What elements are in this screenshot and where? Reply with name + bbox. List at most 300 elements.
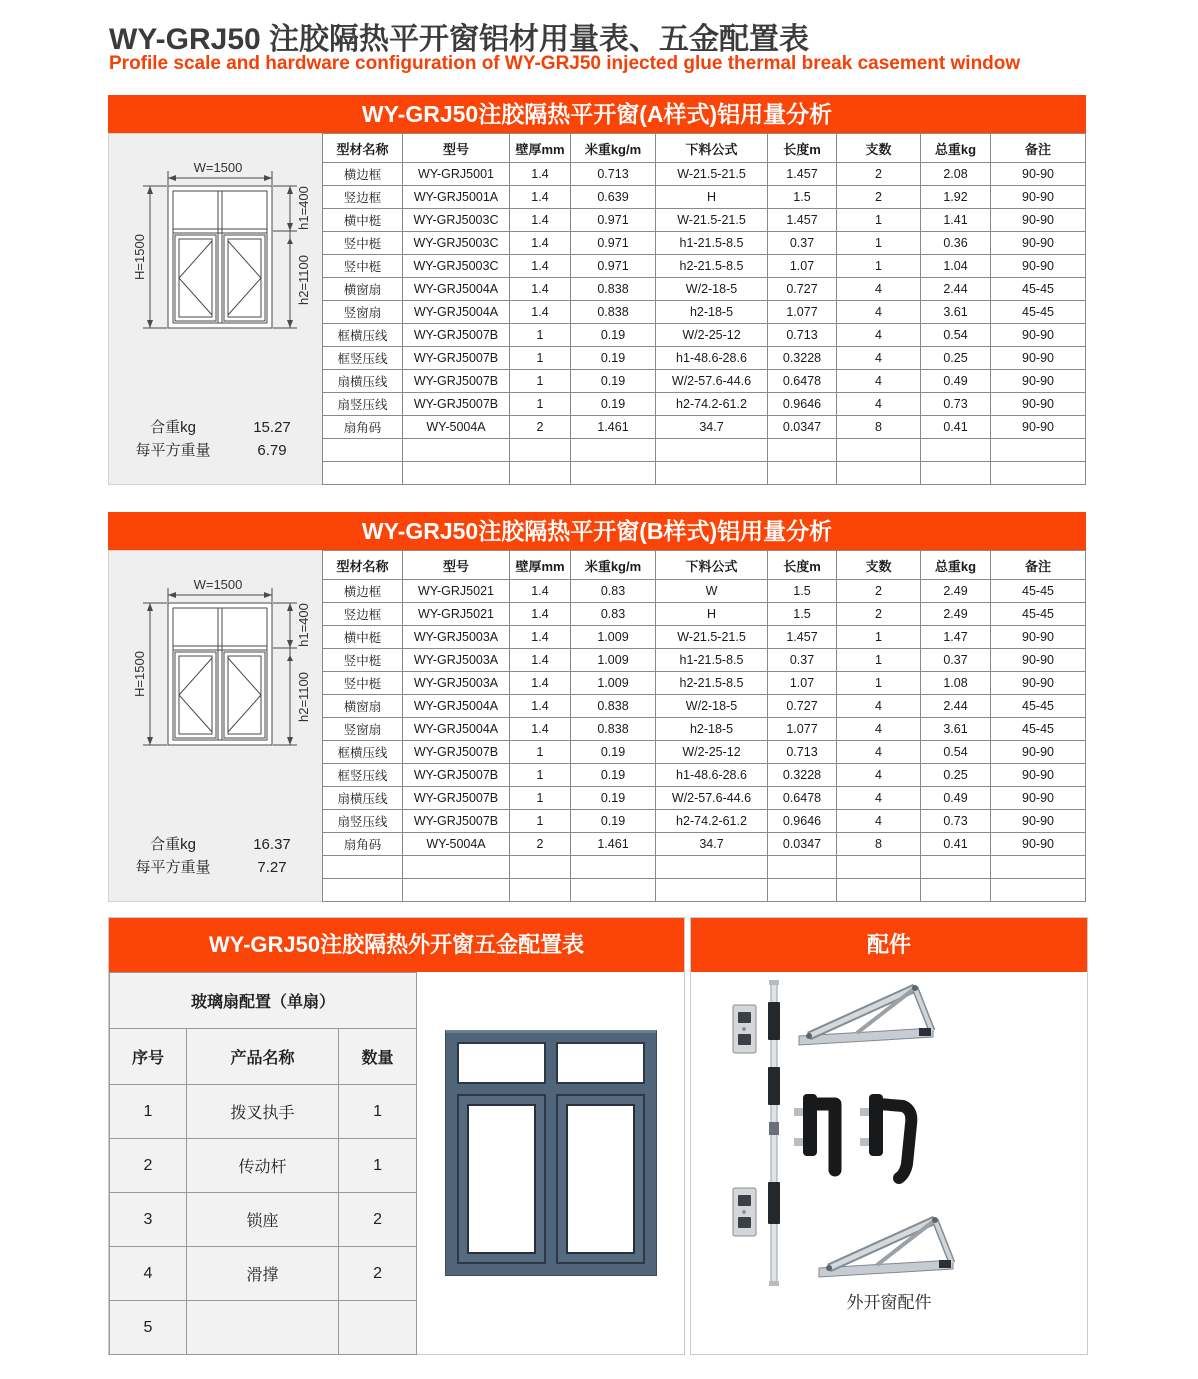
window-diagram-pane-a bbox=[108, 133, 322, 485]
table-cell bbox=[768, 439, 837, 462]
table-cell: 框竖压线 bbox=[323, 347, 403, 370]
table-cell: 横中梃 bbox=[323, 626, 403, 649]
window-diagram-a bbox=[109, 134, 322, 414]
table-row bbox=[323, 672, 1086, 695]
table-cell: 1 bbox=[510, 347, 571, 370]
table-cell: 拨叉执手 bbox=[187, 1085, 339, 1139]
table-cell: 4 bbox=[837, 787, 921, 810]
table-cell: 1.457 bbox=[768, 626, 837, 649]
table-cell: 2 bbox=[837, 186, 921, 209]
window-diagram-pane-b bbox=[108, 550, 322, 902]
table-row bbox=[323, 393, 1086, 416]
table-cell: 4 bbox=[837, 764, 921, 787]
table-cell: 1.461 bbox=[571, 833, 656, 856]
table-cell: 2.08 bbox=[921, 163, 991, 186]
column-header: 数量 bbox=[339, 1029, 417, 1085]
table-cell: 90-90 bbox=[991, 347, 1086, 370]
table-cell: WY-GRJ5003A bbox=[403, 672, 510, 695]
table-cell: 0.54 bbox=[921, 741, 991, 764]
table-cell: 竖中梃 bbox=[323, 255, 403, 278]
table-cell: 0.19 bbox=[571, 347, 656, 370]
section-b-header: WY-GRJ50注胶隔热平开窗(B样式)铝用量分析 bbox=[108, 512, 1086, 550]
table-cell: WY-GRJ5007B bbox=[403, 393, 510, 416]
table-cell: 2.44 bbox=[921, 695, 991, 718]
table-cell: 0.3228 bbox=[768, 764, 837, 787]
table-cell: 0.838 bbox=[571, 278, 656, 301]
table-cell: 扇横压线 bbox=[323, 787, 403, 810]
table-row bbox=[323, 324, 1086, 347]
table-cell: 90-90 bbox=[991, 163, 1086, 186]
hardware-subheader: 玻璃扇配置（单扇） bbox=[110, 973, 417, 1029]
table-cell: 竖边框 bbox=[323, 603, 403, 626]
table-cell: 1.4 bbox=[510, 672, 571, 695]
table-row bbox=[323, 856, 1086, 879]
table-cell: WY-GRJ5003A bbox=[403, 626, 510, 649]
table-cell: 1.4 bbox=[510, 186, 571, 209]
table-header-row bbox=[323, 551, 1086, 580]
table-cell: 0.727 bbox=[768, 695, 837, 718]
table-cell: 45-45 bbox=[991, 603, 1086, 626]
table-cell: WY-GRJ5003C bbox=[403, 255, 510, 278]
table-cell: 90-90 bbox=[991, 393, 1086, 416]
table-cell: 0.727 bbox=[768, 278, 837, 301]
table-cell: 1 bbox=[837, 649, 921, 672]
table-cell: h2-18-5 bbox=[656, 301, 768, 324]
column-header: 米重kg/m bbox=[571, 551, 656, 580]
table-cell bbox=[403, 462, 510, 485]
window-diagram-b bbox=[109, 551, 322, 831]
dim-width-label: W=1500 bbox=[193, 577, 243, 592]
window-photo-area bbox=[417, 972, 684, 1354]
table-cell bbox=[571, 462, 656, 485]
table-row bbox=[323, 347, 1086, 370]
table-cell: 1.077 bbox=[768, 718, 837, 741]
table-cell bbox=[921, 462, 991, 485]
table-cell: 0.0347 bbox=[768, 416, 837, 439]
table-cell bbox=[323, 462, 403, 485]
lock-keeper-icon bbox=[733, 1005, 756, 1053]
table-cell: 90-90 bbox=[991, 324, 1086, 347]
table-cell: 2.44 bbox=[921, 278, 991, 301]
table-cell: h1-48.6-28.6 bbox=[656, 764, 768, 787]
table-cell: 1.92 bbox=[921, 186, 991, 209]
table-cell: 1 bbox=[510, 810, 571, 833]
table-cell: 1.4 bbox=[510, 626, 571, 649]
table-cell: WY-GRJ5021 bbox=[403, 580, 510, 603]
table-cell: 0.6478 bbox=[768, 787, 837, 810]
table-cell: 0.19 bbox=[571, 787, 656, 810]
table-cell: 2 bbox=[837, 163, 921, 186]
table-row bbox=[323, 810, 1086, 833]
table-cell: 45-45 bbox=[991, 580, 1086, 603]
profile-table-a bbox=[322, 133, 1086, 485]
table-cell: 0.838 bbox=[571, 695, 656, 718]
table-cell: 1.4 bbox=[510, 649, 571, 672]
table-cell bbox=[403, 879, 510, 902]
table-cell: 扇角码 bbox=[323, 833, 403, 856]
table-cell: 90-90 bbox=[991, 209, 1086, 232]
table-row bbox=[323, 649, 1086, 672]
column-header: 序号 bbox=[110, 1029, 187, 1085]
table-cell: 0.54 bbox=[921, 324, 991, 347]
table-cell: 1 bbox=[510, 764, 571, 787]
table-cell: 0.37 bbox=[921, 649, 991, 672]
table-cell: 2 bbox=[339, 1193, 417, 1247]
table-cell: h2-21.5-8.5 bbox=[656, 255, 768, 278]
table-cell: 45-45 bbox=[991, 278, 1086, 301]
casement-window-photo bbox=[445, 1030, 657, 1276]
table-cell: 1 bbox=[339, 1085, 417, 1139]
window-sash-pane bbox=[457, 1094, 546, 1264]
table-cell: 1 bbox=[837, 209, 921, 232]
table-cell: 竖中梃 bbox=[323, 672, 403, 695]
table-cell: h2-74.2-61.2 bbox=[656, 810, 768, 833]
table-cell: 90-90 bbox=[991, 833, 1086, 856]
table-cell: 4 bbox=[110, 1247, 187, 1301]
table-cell: 34.7 bbox=[656, 416, 768, 439]
table-cell bbox=[768, 462, 837, 485]
table-cell: 横窗扇 bbox=[323, 278, 403, 301]
table-cell: W-21.5-21.5 bbox=[656, 163, 768, 186]
table-row bbox=[323, 603, 1086, 626]
table-cell: h2-18-5 bbox=[656, 718, 768, 741]
column-header: 壁厚mm bbox=[510, 551, 571, 580]
table-cell: 0.713 bbox=[571, 163, 656, 186]
table-cell: WY-5004A bbox=[403, 833, 510, 856]
table-cell bbox=[837, 462, 921, 485]
per-sqm-value: 6.79 bbox=[257, 442, 287, 459]
table-row bbox=[110, 1193, 417, 1247]
table-cell: 4 bbox=[837, 301, 921, 324]
column-header: 型材名称 bbox=[323, 134, 403, 163]
table-cell: 90-90 bbox=[991, 255, 1086, 278]
table-cell: WY-GRJ5021 bbox=[403, 603, 510, 626]
table-cell: 2.49 bbox=[921, 603, 991, 626]
table-cell bbox=[656, 439, 768, 462]
dim-height-label: H=1500 bbox=[132, 651, 147, 697]
table-cell: 2.49 bbox=[921, 580, 991, 603]
table-row bbox=[323, 209, 1086, 232]
table-cell: 1 bbox=[837, 626, 921, 649]
table-cell: WY-GRJ5007B bbox=[403, 370, 510, 393]
table-cell: 0.49 bbox=[921, 787, 991, 810]
table-cell: 框横压线 bbox=[323, 324, 403, 347]
table-cell: H bbox=[656, 603, 768, 626]
table-cell bbox=[510, 439, 571, 462]
table-cell: 1 bbox=[510, 787, 571, 810]
table-cell bbox=[323, 439, 403, 462]
table-cell bbox=[510, 879, 571, 902]
table-cell: WY-GRJ5007B bbox=[403, 810, 510, 833]
table-cell bbox=[510, 856, 571, 879]
table-cell: 90-90 bbox=[991, 741, 1086, 764]
table-cell: 0.41 bbox=[921, 416, 991, 439]
table-cell: 0.9646 bbox=[768, 393, 837, 416]
table-cell: h1-48.6-28.6 bbox=[656, 347, 768, 370]
table-row bbox=[110, 1085, 417, 1139]
table-cell: 90-90 bbox=[991, 764, 1086, 787]
table-cell: WY-GRJ5007B bbox=[403, 347, 510, 370]
table-cell: 0.83 bbox=[571, 603, 656, 626]
table-cell: 1.4 bbox=[510, 718, 571, 741]
table-cell: 0.713 bbox=[768, 741, 837, 764]
table-cell: 1.009 bbox=[571, 672, 656, 695]
section-style-a bbox=[108, 95, 1086, 485]
table-cell: 1.4 bbox=[510, 301, 571, 324]
table-cell: 0.19 bbox=[571, 764, 656, 787]
table-cell: 1.4 bbox=[510, 695, 571, 718]
table-cell: h2-74.2-61.2 bbox=[656, 393, 768, 416]
table-cell bbox=[323, 879, 403, 902]
table-cell: 4 bbox=[837, 718, 921, 741]
table-cell: 横中梃 bbox=[323, 209, 403, 232]
table-cell: 1 bbox=[510, 370, 571, 393]
table-cell bbox=[403, 439, 510, 462]
table-cell: 1.41 bbox=[921, 209, 991, 232]
page-title: WY-GRJ50 注胶隔热平开窗铝材用量表、五金配置表 bbox=[109, 23, 810, 56]
table-cell: 4 bbox=[837, 278, 921, 301]
table-cell: 1.07 bbox=[768, 672, 837, 695]
table-row bbox=[110, 1247, 417, 1301]
table-cell: 1.4 bbox=[510, 255, 571, 278]
table-cell: 2 bbox=[510, 833, 571, 856]
table-row bbox=[323, 787, 1086, 810]
table-cell: 竖窗扇 bbox=[323, 718, 403, 741]
table-row bbox=[323, 462, 1086, 485]
table-row bbox=[323, 741, 1086, 764]
table-cell: 0.838 bbox=[571, 301, 656, 324]
table-cell: 1.4 bbox=[510, 580, 571, 603]
table-cell: 4 bbox=[837, 695, 921, 718]
table-cell: 0.19 bbox=[571, 393, 656, 416]
table-row bbox=[323, 186, 1086, 209]
table-row bbox=[323, 278, 1086, 301]
table-cell: 扇角码 bbox=[323, 416, 403, 439]
accessories-body bbox=[691, 972, 1087, 1354]
table-cell: 45-45 bbox=[991, 718, 1086, 741]
table-cell: WY-GRJ5004A bbox=[403, 718, 510, 741]
table-row bbox=[323, 232, 1086, 255]
table-cell: 0.73 bbox=[921, 810, 991, 833]
table-cell bbox=[991, 879, 1086, 902]
table-cell: 1.5 bbox=[768, 580, 837, 603]
table-cell bbox=[571, 879, 656, 902]
table-cell bbox=[571, 856, 656, 879]
table-row bbox=[323, 764, 1086, 787]
dim-height-label: H=1500 bbox=[132, 234, 147, 280]
table-cell: W/2-18-5 bbox=[656, 695, 768, 718]
table-cell bbox=[339, 1301, 417, 1355]
table-cell: 90-90 bbox=[991, 626, 1086, 649]
column-header: 壁厚mm bbox=[510, 134, 571, 163]
table-cell: 横边框 bbox=[323, 163, 403, 186]
section-a-header: WY-GRJ50注胶隔热平开窗(A样式)铝用量分析 bbox=[108, 95, 1086, 133]
profile-table-b bbox=[322, 550, 1086, 902]
table-cell: 3 bbox=[110, 1193, 187, 1247]
table-row bbox=[323, 580, 1086, 603]
table-cell: 1.4 bbox=[510, 232, 571, 255]
table-cell bbox=[656, 462, 768, 485]
accessories-block bbox=[690, 917, 1088, 1355]
table-cell: 90-90 bbox=[991, 787, 1086, 810]
dim-h1-label: h1=400 bbox=[296, 603, 311, 647]
table-cell: 1.457 bbox=[768, 209, 837, 232]
table-cell: 90-90 bbox=[991, 649, 1086, 672]
table-cell: WY-GRJ5004A bbox=[403, 278, 510, 301]
table-cell: 1.461 bbox=[571, 416, 656, 439]
dim-width-label: W=1500 bbox=[193, 160, 243, 175]
hardware-table bbox=[109, 972, 417, 1355]
table-row bbox=[323, 439, 1086, 462]
table-cell: 4 bbox=[837, 393, 921, 416]
table-cell: 4 bbox=[837, 324, 921, 347]
table-cell: 1.4 bbox=[510, 209, 571, 232]
table-cell: 5 bbox=[110, 1301, 187, 1355]
column-header: 型号 bbox=[403, 551, 510, 580]
friction-stay-icon bbox=[799, 985, 933, 1045]
table-cell: 0.73 bbox=[921, 393, 991, 416]
table-cell: 2 bbox=[837, 580, 921, 603]
total-weight-value: 16.37 bbox=[253, 836, 291, 853]
table-cell: 横窗扇 bbox=[323, 695, 403, 718]
table-row bbox=[323, 255, 1086, 278]
table-cell bbox=[656, 879, 768, 902]
table-cell: 3.61 bbox=[921, 301, 991, 324]
column-header: 米重kg/m bbox=[571, 134, 656, 163]
table-cell: 8 bbox=[837, 833, 921, 856]
per-sqm-label: 每平方重量 bbox=[135, 442, 211, 459]
table-cell: 0.971 bbox=[571, 255, 656, 278]
table-cell bbox=[768, 856, 837, 879]
table-cell: 0.19 bbox=[571, 324, 656, 347]
table-cell: 2 bbox=[339, 1247, 417, 1301]
table-cell: H bbox=[656, 186, 768, 209]
total-weight-value: 15.27 bbox=[253, 419, 291, 436]
friction-stay-icon bbox=[819, 1217, 953, 1277]
table-cell bbox=[323, 856, 403, 879]
table-cell: 4 bbox=[837, 810, 921, 833]
section-style-b bbox=[108, 512, 1086, 902]
table-cell bbox=[403, 856, 510, 879]
column-header: 支数 bbox=[837, 134, 921, 163]
table-cell bbox=[837, 856, 921, 879]
table-cell bbox=[991, 856, 1086, 879]
column-header: 长度m bbox=[768, 551, 837, 580]
table-cell: W/2-18-5 bbox=[656, 278, 768, 301]
table-row bbox=[323, 718, 1086, 741]
table-cell: 1 bbox=[110, 1085, 187, 1139]
table-cell: WY-GRJ5001A bbox=[403, 186, 510, 209]
table-cell: 1.4 bbox=[510, 163, 571, 186]
table-cell: 34.7 bbox=[656, 833, 768, 856]
table-cell bbox=[837, 879, 921, 902]
table-cell: 传动杆 bbox=[187, 1139, 339, 1193]
hardware-header: WY-GRJ50注胶隔热外开窗五金配置表 bbox=[109, 918, 684, 972]
table-cell: 竖窗扇 bbox=[323, 301, 403, 324]
table-row bbox=[323, 626, 1086, 649]
table-header-row bbox=[110, 1029, 417, 1085]
dim-h2-label: h2=1100 bbox=[296, 254, 311, 306]
table-cell: 0.3228 bbox=[768, 347, 837, 370]
table-cell: 0.37 bbox=[768, 232, 837, 255]
table-cell: 0.971 bbox=[571, 232, 656, 255]
table-cell: h1-21.5-8.5 bbox=[656, 649, 768, 672]
table-cell: 框竖压线 bbox=[323, 764, 403, 787]
table-cell: 1.47 bbox=[921, 626, 991, 649]
table-cell: 框横压线 bbox=[323, 741, 403, 764]
table-cell: WY-GRJ5001 bbox=[403, 163, 510, 186]
table-cell: WY-GRJ5007B bbox=[403, 324, 510, 347]
table-cell bbox=[768, 879, 837, 902]
table-cell: 0.25 bbox=[921, 347, 991, 370]
table-cell: WY-GRJ5007B bbox=[403, 741, 510, 764]
table-cell: W-21.5-21.5 bbox=[656, 209, 768, 232]
table-cell: 0.0347 bbox=[768, 833, 837, 856]
table-cell bbox=[921, 856, 991, 879]
table-cell: 锁座 bbox=[187, 1193, 339, 1247]
column-header: 支数 bbox=[837, 551, 921, 580]
table-cell: 0.41 bbox=[921, 833, 991, 856]
table-cell: 0.639 bbox=[571, 186, 656, 209]
table-cell: 2 bbox=[110, 1139, 187, 1193]
table-row bbox=[323, 833, 1086, 856]
table-cell: 90-90 bbox=[991, 416, 1086, 439]
totals-a bbox=[109, 416, 322, 462]
table-cell: 1.5 bbox=[768, 603, 837, 626]
table-cell bbox=[921, 879, 991, 902]
column-header: 长度m bbox=[768, 134, 837, 163]
table-cell bbox=[921, 439, 991, 462]
table-cell bbox=[187, 1301, 339, 1355]
table-row bbox=[323, 163, 1086, 186]
table-cell: W/2-57.6-44.6 bbox=[656, 370, 768, 393]
window-handle-icon bbox=[794, 1094, 835, 1170]
table-cell: 1.4 bbox=[510, 278, 571, 301]
table-cell: 0.9646 bbox=[768, 810, 837, 833]
table-cell: WY-GRJ5004A bbox=[403, 301, 510, 324]
table-cell: 竖边框 bbox=[323, 186, 403, 209]
table-cell: 45-45 bbox=[991, 695, 1086, 718]
table-cell: WY-5004A bbox=[403, 416, 510, 439]
column-header: 总重kg bbox=[921, 134, 991, 163]
table-cell: 扇竖压线 bbox=[323, 393, 403, 416]
column-header: 产品名称 bbox=[187, 1029, 339, 1085]
table-cell: 1.077 bbox=[768, 301, 837, 324]
table-cell bbox=[837, 439, 921, 462]
table-cell: WY-GRJ5004A bbox=[403, 695, 510, 718]
table-cell: 1 bbox=[510, 393, 571, 416]
table-cell: 90-90 bbox=[991, 232, 1086, 255]
window-fixed-pane bbox=[556, 1042, 645, 1084]
table-cell: WY-GRJ5003A bbox=[403, 649, 510, 672]
per-sqm-value: 7.27 bbox=[257, 859, 287, 876]
table-cell: 0.971 bbox=[571, 209, 656, 232]
bottom-row bbox=[108, 917, 1088, 1355]
table-cell: 1 bbox=[510, 324, 571, 347]
column-header: 总重kg bbox=[921, 551, 991, 580]
table-cell: 1 bbox=[837, 232, 921, 255]
table-cell: 4 bbox=[837, 370, 921, 393]
page-subtitle: Profile scale and hardware configuration of WY-GRJ50 injected glue thermal break casement window bbox=[109, 53, 1021, 74]
table-cell: 1.4 bbox=[510, 603, 571, 626]
table-cell: 4 bbox=[837, 347, 921, 370]
table-cell: 2 bbox=[837, 603, 921, 626]
table-cell: WY-GRJ5003C bbox=[403, 209, 510, 232]
table-cell: 1.07 bbox=[768, 255, 837, 278]
table-cell: 0.6478 bbox=[768, 370, 837, 393]
hardware-config-block bbox=[108, 917, 685, 1355]
table-cell: 8 bbox=[837, 416, 921, 439]
